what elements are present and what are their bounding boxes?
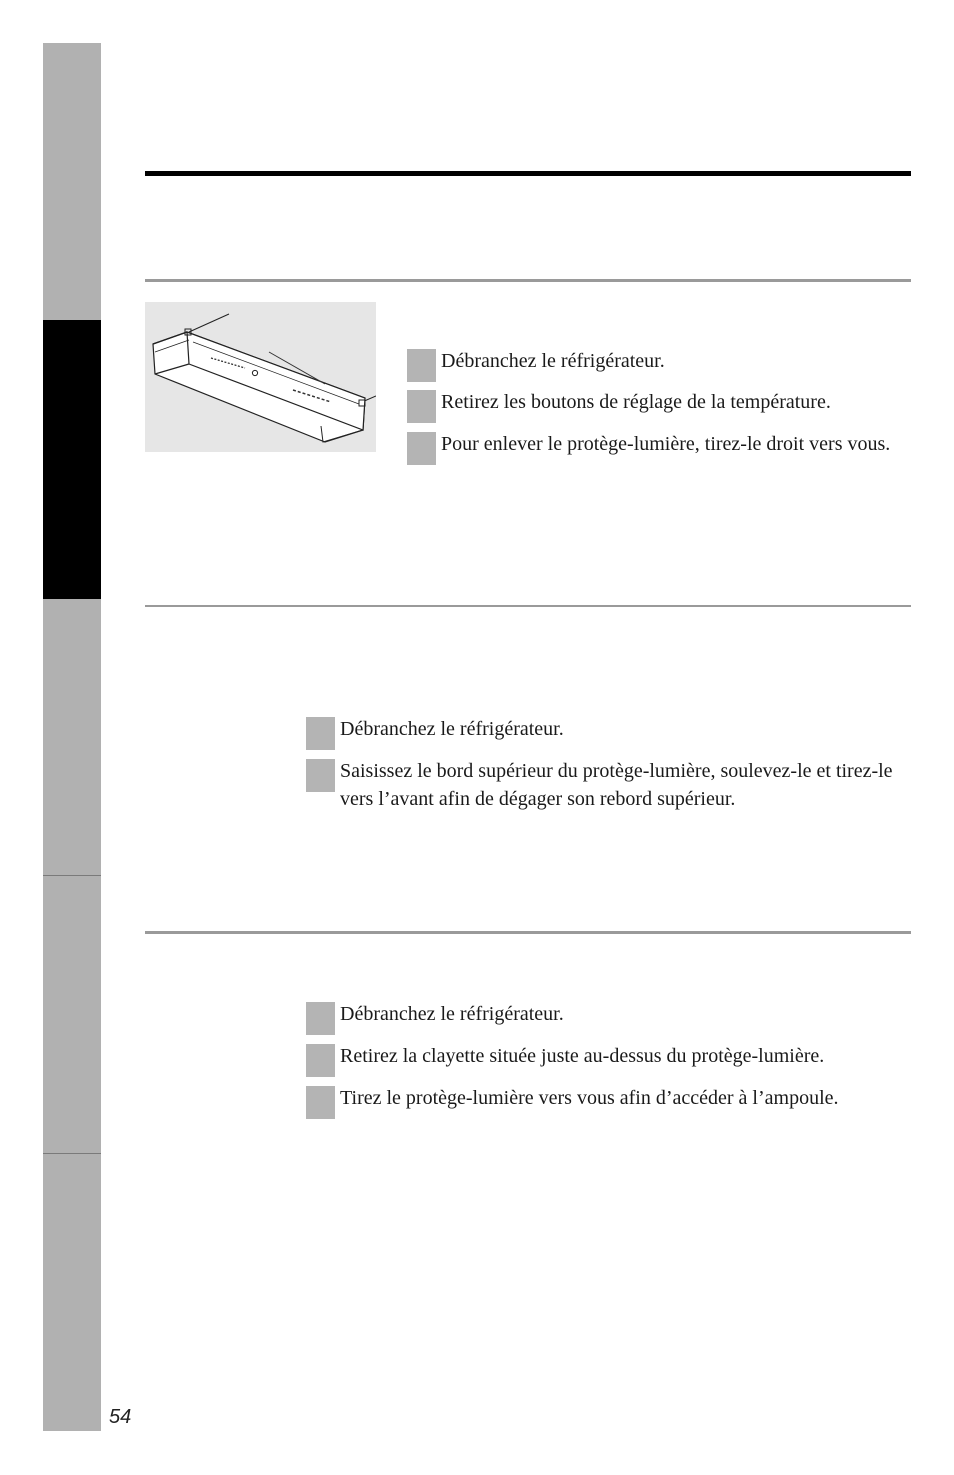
section3-rule: [145, 931, 911, 934]
side-tab-3: [43, 599, 101, 875]
step-item: [306, 1002, 911, 1035]
step-item: [306, 759, 911, 813]
section2-rule: [145, 605, 911, 607]
step-marker: [306, 1002, 335, 1035]
step-item: [306, 1086, 911, 1119]
section1-rule: [145, 279, 911, 282]
side-tab-5: [43, 1154, 101, 1431]
step-text: Retirez les boutons de réglage de la température.: [441, 391, 831, 413]
step-marker: [407, 432, 436, 465]
step-text: Débranchez le réfrigérateur.: [340, 1003, 564, 1025]
step-marker: [306, 717, 335, 750]
step-marker: [407, 390, 436, 423]
step-marker: [407, 349, 436, 382]
step-text: Saisissez le bord supérieur du protège-lumière, soulevez-le et tirez-le vers l’avant afin de dégager son rebord supérieur.: [340, 760, 893, 810]
side-tab-1: [43, 43, 101, 320]
step-item: [306, 1044, 911, 1077]
step-marker: [306, 1044, 335, 1077]
control-housing-drawing: [145, 302, 376, 452]
step-marker: [306, 1086, 335, 1119]
page-number: 54: [109, 1406, 132, 1428]
step-item: [306, 717, 911, 750]
step-marker: [306, 759, 335, 792]
step-text: Retirez la clayette située juste au-dessus du protège-lumière.: [340, 1045, 825, 1067]
step-text: Débranchez le réfrigérateur.: [340, 718, 564, 740]
header-rule: [145, 171, 911, 176]
step-text: Débranchez le réfrigérateur.: [441, 350, 665, 372]
light-shield-illustration: [145, 302, 376, 452]
step-text: Pour enlever le protège-lumière, tirez-le droit vers vous.: [441, 433, 891, 455]
side-tab-2-active: [43, 320, 101, 599]
step-item: [407, 432, 911, 465]
step-item: [407, 349, 911, 382]
step-text: Tirez le protège-lumière vers vous afin d’accéder à l’ampoule.: [340, 1087, 839, 1109]
step-item: [407, 390, 911, 423]
side-tab-4: [43, 876, 101, 1153]
